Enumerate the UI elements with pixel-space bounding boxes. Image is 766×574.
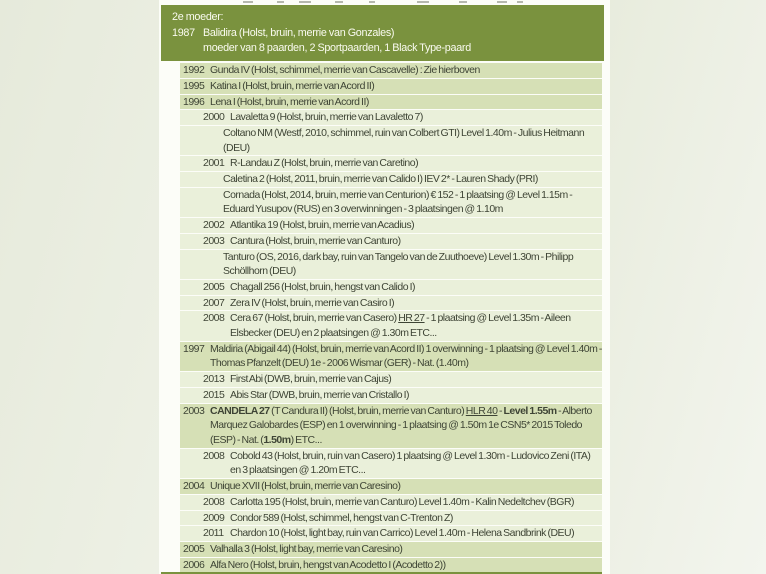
row-year: 2007 xyxy=(203,296,225,309)
text-segment: Cantura (Holst, bruin, merrie van Canturo) xyxy=(230,234,401,247)
row-text xyxy=(180,558,602,573)
text-segment: First Abi (DWB, bruin, merrie van Cajus) xyxy=(230,373,392,386)
row-text xyxy=(180,156,602,171)
row-year: 2005 xyxy=(183,542,205,555)
row-year: 2003 xyxy=(183,404,205,417)
text-segment: Maldiria (Abigail 44) (Holst, bruin, merrie van Acord II) 1 overwinning - 1 plaatsing @ Level 1.40m - Thomas Pfanzelt (DEU) 1e - 2006 Wismar (GER) - Nat. (1.40m) xyxy=(210,342,602,370)
offspring-list xyxy=(180,63,602,572)
row-text xyxy=(180,280,602,295)
text-segment: Gunda IV (Holst, schimmel, merrie van Cascavelle) : Zie hierboven xyxy=(210,64,480,77)
text-segment: Lavaletta 9 (Holst, bruin, merrie van Lavaletto 7) xyxy=(230,111,423,124)
text-segment: - 1 plaatsing @ Level 1.35m - Aileen Elsbecker (DEU) en 2 plaatsingen @ 1.30m ETC... xyxy=(230,312,571,340)
pedigree-row xyxy=(180,342,602,371)
text-remnant xyxy=(299,1,311,3)
record-link[interactable]: HLR 40 xyxy=(465,404,498,417)
row-year: 2000 xyxy=(203,111,225,124)
row-year: 2009 xyxy=(203,511,225,524)
pedigree-row xyxy=(180,449,602,478)
dam-line xyxy=(161,26,604,42)
row-year: 2005 xyxy=(203,280,225,293)
pedigree-row xyxy=(180,110,602,125)
row-year: 2003 xyxy=(203,234,225,247)
row-text xyxy=(180,526,602,541)
row-text xyxy=(180,218,602,233)
row-text xyxy=(180,234,602,249)
pedigree-row xyxy=(180,311,602,340)
row-text xyxy=(180,404,602,448)
row-text xyxy=(180,79,602,94)
pedigree-row xyxy=(180,404,602,448)
text-segment: Katina I (Holst, bruin, merrie van Acord II) xyxy=(210,79,375,92)
dam-section-header xyxy=(161,5,604,61)
row-year: 2004 xyxy=(183,480,205,493)
clipped-previous-row xyxy=(159,0,610,5)
text-segment: Level 1.55m xyxy=(503,404,557,417)
text-segment: Unique XVII (Holst, bruin, merrie van Caresino) xyxy=(210,480,401,493)
text-segment: Cobold 43 (Holst, bruin, ruin van Casero) 1 plaatsing @ Level 1.30m - Ludovico Zeni (ITA) en 3 plaatsingen @ 1.20m ETC... xyxy=(230,449,591,477)
pedigree-row xyxy=(180,79,602,94)
row-year: 1997 xyxy=(183,342,205,355)
pedigree-row xyxy=(180,511,602,526)
row-text xyxy=(180,63,602,78)
row-year: 2013 xyxy=(203,373,225,386)
pedigree-row xyxy=(180,188,602,217)
row-year: 2008 xyxy=(203,312,225,325)
pedigree-row xyxy=(180,526,602,541)
row-text xyxy=(180,296,602,311)
row-text xyxy=(180,188,602,217)
text-segment: R-Landau Z (Holst, bruin, merrie van Caretino) xyxy=(230,157,419,170)
row-text xyxy=(180,495,602,510)
text-segment: ) ETC... xyxy=(290,433,322,446)
text-segment: Atlantika 19 (Holst, bruin, merrie van Acadius) xyxy=(230,219,415,232)
text-segment: Tanturo (OS, 2016, dark bay, ruin van Tangelo van de Zuuthoeve) Level 1.30m - Philipp Schöllhorn (DEU) xyxy=(223,250,574,278)
text-segment: Cornada (Holst, 2014, bruin, merrie van Centurion) € 152 - 1 plaatsing @ Level 1.15m - Eduard Yusupov (RUS) en 3 overwinningen - 3 plaatsingen @ 1.10m xyxy=(223,188,573,216)
text-remnant xyxy=(369,1,375,3)
text-remnant xyxy=(417,1,429,3)
pedigree-card xyxy=(159,0,610,574)
text-segment: Lena I (Holst, bruin, merrie van Acord II) xyxy=(210,95,369,108)
dam-year: 1987 xyxy=(172,26,195,39)
dam-section-label: 2e moeder: xyxy=(172,11,224,23)
pedigree-row xyxy=(180,156,602,171)
row-text xyxy=(180,511,602,526)
row-text xyxy=(180,479,602,494)
text-remnant xyxy=(459,1,467,3)
text-segment: - xyxy=(497,404,504,417)
text-remnant xyxy=(335,1,343,3)
pedigree-row xyxy=(180,388,602,403)
text-remnant xyxy=(243,1,253,3)
text-segment: Cera 67 (Holst, bruin, merrie van Casero) xyxy=(230,312,399,325)
row-year: 1992 xyxy=(183,64,205,77)
pedigree-row xyxy=(180,296,602,311)
text-segment: Carlotta 195 (Holst, bruin, merrie van Canturo) Level 1.40m - Kalin Nedeltchev (BGR) xyxy=(230,495,575,508)
pedigree-row xyxy=(180,126,602,155)
dam-name: Balidira (Holst, bruin, merrie van Gonzales) xyxy=(203,26,395,39)
text-segment: Coltano NM (Westf, 2010, schimmel, ruin van Colbert GTI) Level 1.40m - Julius Heitmann (DEU) xyxy=(223,126,585,154)
pedigree-row xyxy=(180,218,602,233)
pedigree-row xyxy=(180,542,602,557)
text-segment: Alfa Nero (Holst, bruin, hengst van Acodetto I (Acodetto 2)) xyxy=(210,558,446,571)
text-segment: - Alberto Marquez Galobardes (ESP) en 1 overwinning - 1 plaatsing @ 1.50m 1e CSN5* 2015 Toledo (ESP) - Nat. ( xyxy=(210,404,592,446)
row-year: 2002 xyxy=(203,219,225,232)
pedigree-row xyxy=(180,495,602,510)
dam-offspring-summary: moeder van 8 paarden, 2 Sportpaarden, 1 Black Type-paard xyxy=(203,42,471,55)
pedigree-row xyxy=(180,172,602,187)
text-segment: Chardon 10 (Holst, light bay, ruin van Carrico) Level 1.40m - Helena Sandbrink (DEU) xyxy=(230,527,575,540)
text-segment: Condor 589 (Holst, schimmel, hengst van C-Trenton Z) xyxy=(230,511,453,524)
row-year: 2011 xyxy=(203,527,224,540)
pedigree-row xyxy=(180,558,602,573)
text-segment: Abis Star (DWB, bruin, merrie van Cristallo I) xyxy=(230,388,409,401)
row-text xyxy=(180,110,602,125)
row-text xyxy=(180,542,602,557)
row-year: 1995 xyxy=(183,79,205,92)
row-text xyxy=(180,342,602,371)
row-year: 2015 xyxy=(203,388,225,401)
row-text xyxy=(180,250,602,279)
pedigree-row xyxy=(180,479,602,494)
record-link[interactable]: HR 27 xyxy=(398,312,425,325)
row-text xyxy=(180,388,602,403)
pedigree-row xyxy=(180,234,602,249)
row-text xyxy=(180,126,602,155)
pedigree-row xyxy=(180,250,602,279)
pedigree-row xyxy=(180,280,602,295)
pedigree-row xyxy=(180,372,602,387)
pedigree-row xyxy=(180,63,602,78)
row-text xyxy=(180,172,602,187)
row-text xyxy=(180,311,602,340)
text-remnant xyxy=(497,1,507,3)
row-year: 1996 xyxy=(183,95,205,108)
text-segment: Valhalla 3 (Holst, light bay, merrie van Caresino) xyxy=(210,542,403,555)
text-segment: 1.50m xyxy=(263,433,291,446)
text-segment: Caletina 2 (Holst, 2011, bruin, merrie van Calido I) IEV 2* - Lauren Shady (PRI) xyxy=(223,173,538,186)
row-year: 2001 xyxy=(203,157,225,170)
text-segment: CANDELA 27 xyxy=(210,404,270,417)
row-year: 2008 xyxy=(203,495,225,508)
row-year: 2006 xyxy=(183,558,205,571)
row-year: 2008 xyxy=(203,449,225,462)
text-segment: (T Candura II) (Holst, bruin, merrie van Canturo) xyxy=(269,404,466,417)
row-text xyxy=(180,95,602,110)
row-text xyxy=(180,449,602,478)
row-text xyxy=(180,372,602,387)
text-segment: Chagall 256 (Holst, bruin, hengst van Calido I) xyxy=(230,280,415,293)
text-remnant xyxy=(517,1,523,3)
text-segment: Zera IV (Holst, bruin, merrie van Casiro I) xyxy=(230,296,395,309)
pedigree-row xyxy=(180,95,602,110)
text-remnant xyxy=(277,1,284,3)
